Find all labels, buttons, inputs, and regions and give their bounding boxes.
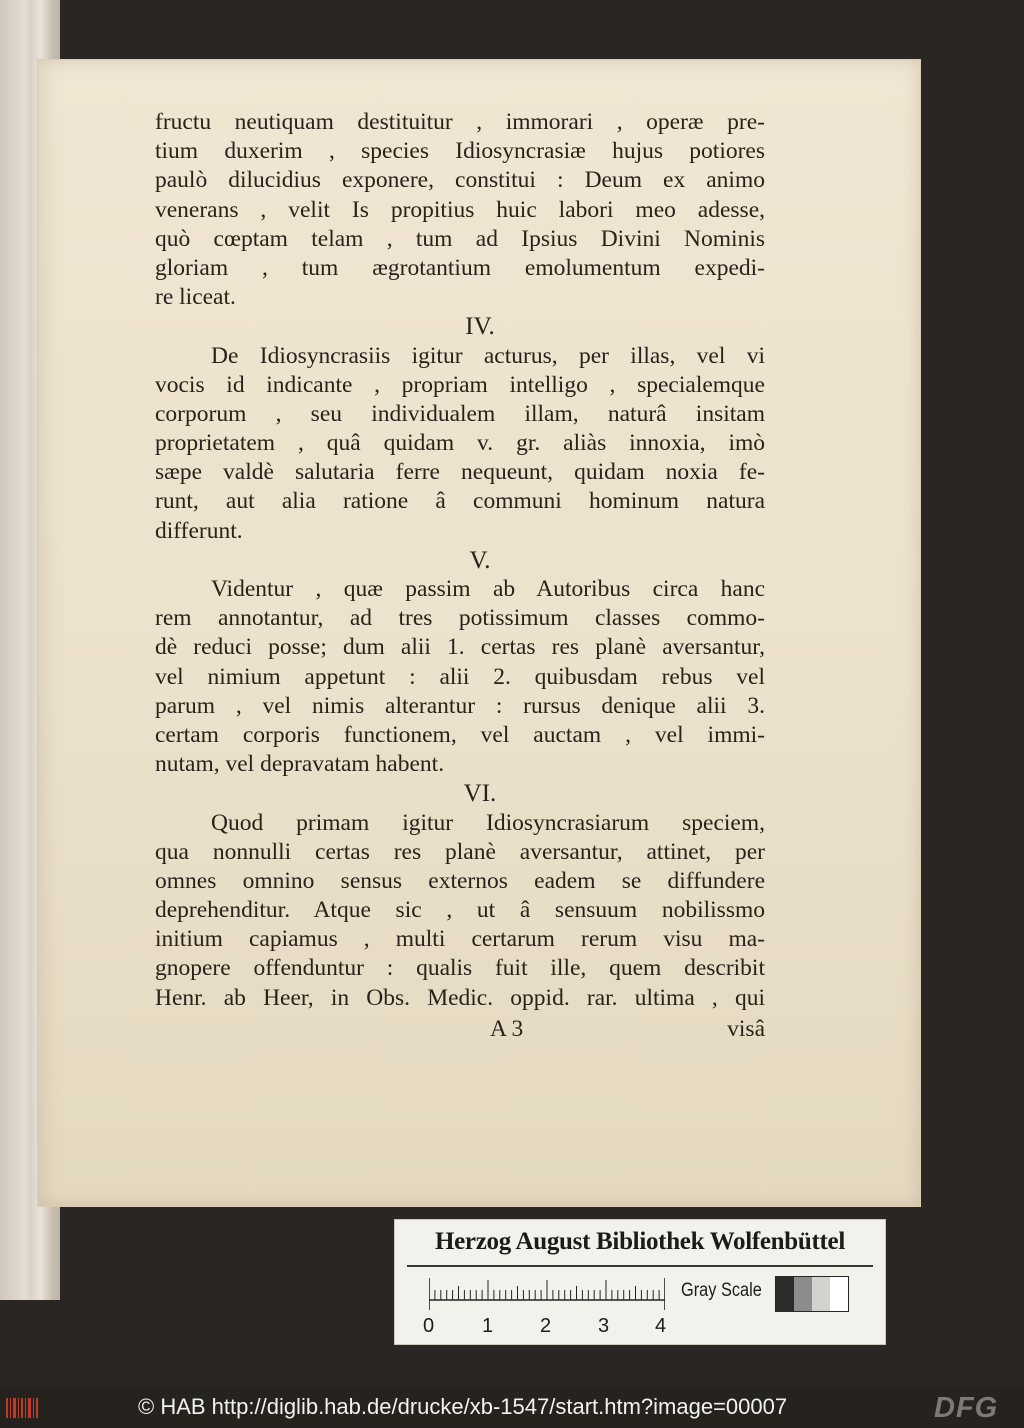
scale-number-0: 0 [423,1315,435,1337]
text-line: quò cœptam telam , tum ad Ipsius Divini Nominis [155,225,765,252]
text-line: paulò dilucidius exponere, constitui : Deum ex animo [155,167,765,194]
text-line: parum , vel nimis alterantur : rursus denique alii 3. [155,692,765,719]
paragraph-1 [155,108,765,312]
text-line: Henr. ab Heer, in Obs. Medic. oppid. rar. ultima , qui [155,984,765,1011]
page-text [155,108,765,1044]
text-line: fructu neutiquam destituitur , immorari , operæ pre- [155,109,765,135]
barcode-logo-icon [5,1396,39,1420]
text-line: certam corporis functionem, vel auctam , vel immi- [155,721,765,748]
text-line: rem annotantur, ad tres potissimum classes commo- [155,605,765,632]
text-line: differunt. [155,517,243,544]
text-line: vel nimium appetunt : alii 2. quibusdam rebus vel [155,663,765,690]
text-line: De Idiosyncrasiis igitur acturus, per illas, vel vi [211,342,765,369]
text-line: runt, aut alia ratione â communi hominum natura [155,488,765,515]
section-heading-v: V. [469,546,491,574]
text-line: Videntur , quæ passim ab Autoribus circa hanc [211,576,765,602]
text-line: deprehenditur. Atque sic , ut â sensuum nobilissmo [155,897,765,924]
library-title: Herzog August Bibliothek Wolfenbüttel [434,1228,845,1255]
ruler-scale [429,1276,665,1312]
paragraph-2 [155,342,765,546]
signature-mark: A 3 [490,1015,524,1042]
text-line: omnes omnino sensus externos eadem se diffundere [155,867,765,894]
section-heading-iv: IV. [465,313,495,341]
paragraph-3 [155,575,765,779]
gray-scale-swatches [775,1276,849,1312]
page-footer-line [155,1015,765,1044]
text-line: qua nonnulli certas res planè aversantur, attinet, per [155,838,765,865]
swatch-black [776,1277,794,1311]
text-line: proprietatem , quâ quidam v. gr. aliàs innoxia, imò [155,430,765,457]
swatch-dark-gray [794,1277,812,1311]
text-line: tium duxerim , species Idiosyncrasiæ hujus potiores [155,138,765,165]
text-line: nutam, vel depravatam habent. [155,751,445,778]
text-line: gnopere offenduntur : qualis fuit ille, quem describit [155,955,765,982]
label-divider [407,1265,873,1267]
copyright-url[interactable]: © HAB http://diglib.hab.de/drucke/xb-1547/start.htm?image=00007 [138,1394,788,1419]
gray-scale-label: Gray Scale [681,1280,762,1301]
section-heading-vi: VI. [463,780,497,808]
scale-number-1: 1 [482,1315,494,1337]
text-line: Quod primam igitur Idiosyncrasiarum speciem, [211,809,765,836]
viewer-footer [0,1388,1024,1428]
scale-number-3: 3 [598,1315,610,1337]
library-label-card [394,1219,886,1345]
text-line: sæpe valdè salutaria ferre nequeunt, quidam noxia fe- [155,459,765,486]
dfg-logo: DFG [934,1392,999,1424]
scale-number-2: 2 [540,1315,552,1337]
scale-number-4: 4 [655,1315,667,1337]
text-line: re liceat. [155,284,236,311]
text-line: venerans , velit Is propitius huic labori meo adesse, [155,196,765,223]
catchword: visâ [727,1015,765,1042]
text-line: dè reduci posse; dum alii 1. certas res planè aversantur, [155,634,765,661]
text-line: gloriam , tum ægrotantium emolumentum expedi- [155,254,765,281]
text-line: vocis id indicante , propriam intelligo , specialemque [155,371,765,398]
swatch-light-gray [812,1277,830,1311]
swatch-white [830,1277,848,1311]
text-line: initium capiamus , multi certarum rerum visu ma- [155,926,765,953]
text-line: corporum , seu individualem illam, naturâ insitam [155,400,765,427]
paragraph-4 [155,809,765,1013]
